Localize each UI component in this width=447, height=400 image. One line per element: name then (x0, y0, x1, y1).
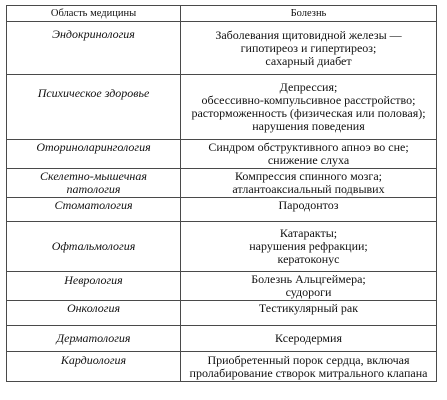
disease-text: Приобретенный порок сердца, включая (207, 352, 410, 367)
table-row (7, 75, 437, 140)
table-header-row (7, 6, 437, 22)
disease-text: Заболевания щитовидной железы — (215, 27, 402, 42)
column-header-disease: Болезнь (181, 6, 437, 22)
table-row (7, 169, 437, 198)
area-cell (7, 352, 181, 382)
disease-text: судороги (285, 285, 332, 299)
disease-cell (181, 301, 437, 326)
disease-text: Синдром обструктивного апноэ во сне; (208, 140, 409, 154)
disease-cell (181, 140, 437, 169)
disease-text: нарушения поведения (252, 119, 365, 133)
area-text: Дерматология (56, 331, 131, 345)
disease-cell (181, 169, 437, 198)
table-row (7, 352, 437, 382)
area-cell (7, 140, 181, 169)
area-cell (7, 22, 181, 75)
disease-cell (181, 326, 437, 352)
area-cell (7, 222, 181, 272)
area-text: Стоматология (54, 198, 133, 212)
disease-text: обсессивно-компульсивное расстройство; (201, 93, 416, 107)
table-row (7, 140, 437, 169)
area-text: Психическое здоровье (37, 86, 150, 100)
disease-text: Тестикулярный рак (258, 301, 359, 315)
disease-cell (181, 22, 437, 75)
column-header-area: Область медицины (7, 6, 181, 22)
disease-text: нарушения рефракции; (249, 239, 368, 253)
table-row (7, 301, 437, 326)
disease-cell (181, 75, 437, 140)
disease-text: расторможенность (физическая или половая); (191, 106, 426, 120)
table-row (7, 198, 437, 222)
disease-text: Пародонтоз (278, 198, 339, 212)
area-cell (7, 198, 181, 222)
area-cell (7, 169, 181, 198)
area-text: патология (66, 182, 121, 196)
disease-cell (181, 222, 437, 272)
disease-text: Катаракты; (279, 226, 338, 240)
area-text: Онкология (66, 301, 121, 315)
area-text: Неврология (64, 273, 123, 287)
disease-text: снижение слуха (267, 153, 350, 167)
area-cell (7, 75, 181, 140)
disease-text: Компрессия спинного мозга; (235, 169, 382, 183)
disease-text: кератоконус (277, 252, 340, 266)
area-cell (7, 326, 181, 352)
medicine-disease-table (6, 5, 437, 382)
area-text: Оториноларингология (36, 140, 151, 154)
table-row (7, 22, 437, 75)
disease-text: сахарный диабет (265, 53, 352, 68)
area-text: Скелетно-мышечная (40, 169, 147, 183)
disease-cell (181, 352, 437, 382)
disease-cell (181, 198, 437, 222)
area-cell (7, 301, 181, 326)
table-row (7, 326, 437, 352)
table-row (7, 222, 437, 272)
disease-text: Болезнь Альцгеймера; (251, 272, 366, 286)
disease-text: атлантоаксиальный подвывих (232, 182, 385, 196)
disease-text: гипотиреоз и гипертиреоз; (240, 40, 377, 55)
disease-cell (181, 272, 437, 301)
disease-text: Ксеродермия (275, 331, 342, 345)
table-row (7, 272, 437, 301)
area-cell (7, 272, 181, 301)
area-text: Кардиология (60, 353, 127, 367)
disease-text: Депрессия; (279, 80, 338, 94)
area-text: Офтальмология (51, 239, 136, 253)
area-text: Эндокринология (52, 27, 135, 41)
disease-text: пролабирование створок митрального клапана (189, 365, 428, 380)
